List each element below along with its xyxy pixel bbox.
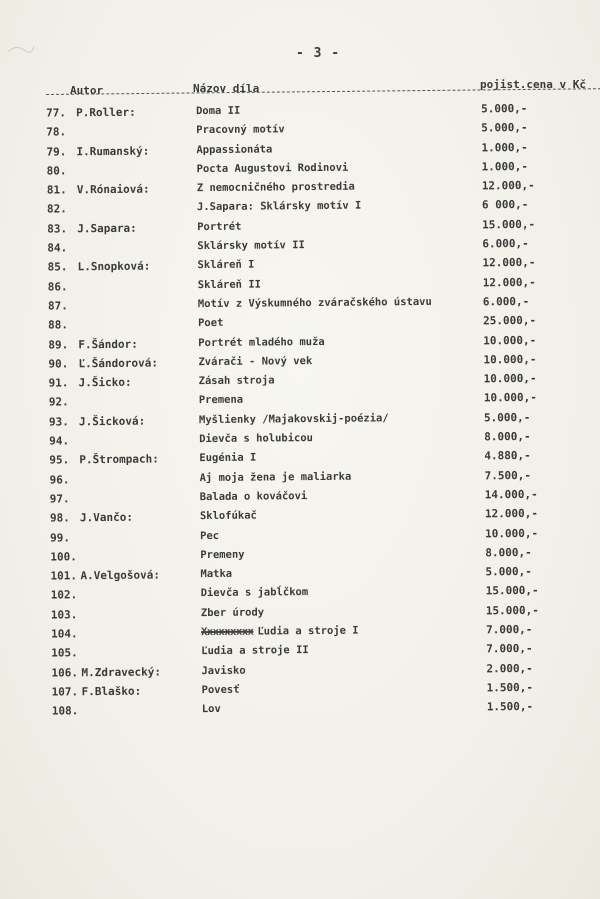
item-number: 92. [48,395,69,409]
item-value: 4.880,- [484,449,531,463]
item-title: Dievča s holubicou [199,432,314,446]
item-value: 1.500,- [486,680,534,695]
item-number: 86. [47,280,68,294]
item-value: 12.000,- [482,256,536,270]
item-value: 2.000,- [486,661,533,675]
column-header-title: Názov díla [193,82,260,95]
item-number: 100. [50,550,77,564]
item-value: 8.000,- [484,429,531,444]
item-title: Pec [200,529,220,542]
item-number: 94. [49,434,70,448]
item-title: Pocta Augustovi Rodinovi [196,161,349,176]
item-value: 5.000,- [480,101,528,116]
item-value: 12.000,- [482,275,536,290]
item-title: Dievča s jabĺčkom [200,586,309,600]
item-number: 107. [51,685,79,699]
item-title: Eugénia I [199,451,257,465]
item-value: 1.500,- [486,700,534,714]
item-value: 1.000,- [481,159,529,174]
item-number: 102. [50,588,78,602]
item-value: 12.000,- [481,179,535,193]
item-author: M.Zdravecký: [81,665,161,679]
item-value: 6.000,- [482,237,529,251]
item-value: 7.000,- [485,622,533,637]
item-author: I.Rumanský: [76,144,150,158]
item-author: P.Roller: [75,105,136,120]
item-number: 91. [48,376,69,390]
item-title: Zvárači - Nový vek [198,354,313,368]
item-title: Z nemocničného prostredia [196,180,355,195]
item-value: 15.000,- [482,217,536,232]
item-number: 83. [47,222,68,236]
item-title: Poet [198,317,224,330]
item-value: 7.500,- [484,468,531,483]
item-number: 103. [50,607,78,622]
item-author: V.Rónaiová: [76,182,150,197]
item-author: J.Šicko: [78,375,132,390]
item-title: Sklársky motív II [197,239,305,253]
item-title: Balada o kováčovi [199,490,308,504]
item-author: L.Snopková: [77,259,151,274]
item-value: 7.000,- [486,642,533,656]
item-number: 99. [50,530,71,545]
column-header-value: pojist.cena v Kč [480,78,586,91]
item-value: 6 000,- [481,198,529,212]
header-divider [46,88,600,95]
item-number: 101. [50,569,78,583]
item-title: Lov [201,703,221,716]
artwork-list [0,101,600,724]
pencil-mark [6,42,36,56]
item-value: 8.000,- [485,545,532,560]
item-number: 98. [49,511,70,525]
item-title: Zber úrody [200,606,265,619]
item-title: Aj moja žena je maliarka [199,470,352,484]
item-author: P.Štrompach: [79,452,159,467]
item-author: F.Blaško: [81,684,142,699]
item-title: Premeny [200,548,245,561]
item-number: 87. [47,299,68,313]
item-author: F.Šándor: [78,337,138,351]
item-number: 96. [49,472,70,487]
item-number: 79. [46,144,67,159]
item-title: Skláreň I [197,258,255,272]
item-value: 5.000,- [485,565,532,579]
item-value: 10.000,- [483,391,537,405]
item-value: 6.000,- [482,294,530,309]
item-number: 82. [46,202,67,217]
item-number: 104. [50,627,78,641]
item-number: 97. [49,492,70,506]
item-title: Premena [198,394,244,407]
item-value: 5.000,- [481,121,528,135]
struck-text: Xxxxxxxxx [200,625,254,639]
page-number: - 3 - [296,46,341,61]
item-title: Skláreň II [197,278,261,291]
item-author: J.Šicková: [78,414,146,429]
item-number: 84. [47,241,68,255]
item-title: Portrét [197,220,242,233]
item-author: J.Vančo: [79,510,133,525]
item-title [201,625,359,639]
item-title: J.Sapara: Sklársky motív I [196,200,362,214]
item-title: Ľudia a stroje II [201,644,309,658]
item-author: J.Sapara: [77,221,137,236]
item-author: Ľ.Šándorová: [78,356,159,371]
item-value: 5.000,- [483,410,531,425]
item-value: 1.000,- [481,140,528,154]
item-value: 15.000,- [485,584,539,598]
item-value: 15.000,- [485,603,539,618]
item-title: Appassionáta [196,142,273,156]
item-number: 85. [47,260,68,274]
item-author: A.Velgošová: [80,568,161,583]
item-number: 95. [49,453,70,467]
item-value: 10.000,- [483,372,537,386]
item-number: 81. [46,183,67,197]
item-title: Matka [200,567,233,581]
item-title: Zásah stroja [198,374,275,388]
item-number: 80. [46,164,67,178]
item-value: 25.000,- [483,314,537,328]
item-number: 106. [51,665,78,680]
item-number: 78. [46,125,67,139]
item-title: Portrét mladého muža [198,335,325,349]
item-number: 90. [48,357,69,371]
item-number: 89. [48,337,69,352]
item-number: 88. [48,318,69,332]
item-number: 93. [48,415,69,429]
item-title: Sklofúkač [199,509,257,523]
item-value: 10.000,- [485,526,539,540]
column-header-author: Autor [70,84,104,97]
item-number: 108. [51,704,79,718]
item-title: Motív z Výskumného zváračského ústavu [197,295,432,311]
item-number: 77. [45,106,66,120]
item-value: 10.000,- [483,352,537,367]
item-title: Myšlienky /Majakovskij-poézia/ [198,412,389,426]
item-title: Povesť [201,683,240,696]
item-title: Javisko [201,664,246,677]
item-title-text: Ľudia a stroje I [257,624,359,638]
item-title: Doma II [195,104,241,118]
item-value: 12.000,- [484,507,538,521]
item-value: 10.000,- [483,333,537,347]
item-title: Pracovný motív [196,123,285,137]
item-value: 14.000,- [484,487,538,502]
item-number: 105. [51,646,78,660]
